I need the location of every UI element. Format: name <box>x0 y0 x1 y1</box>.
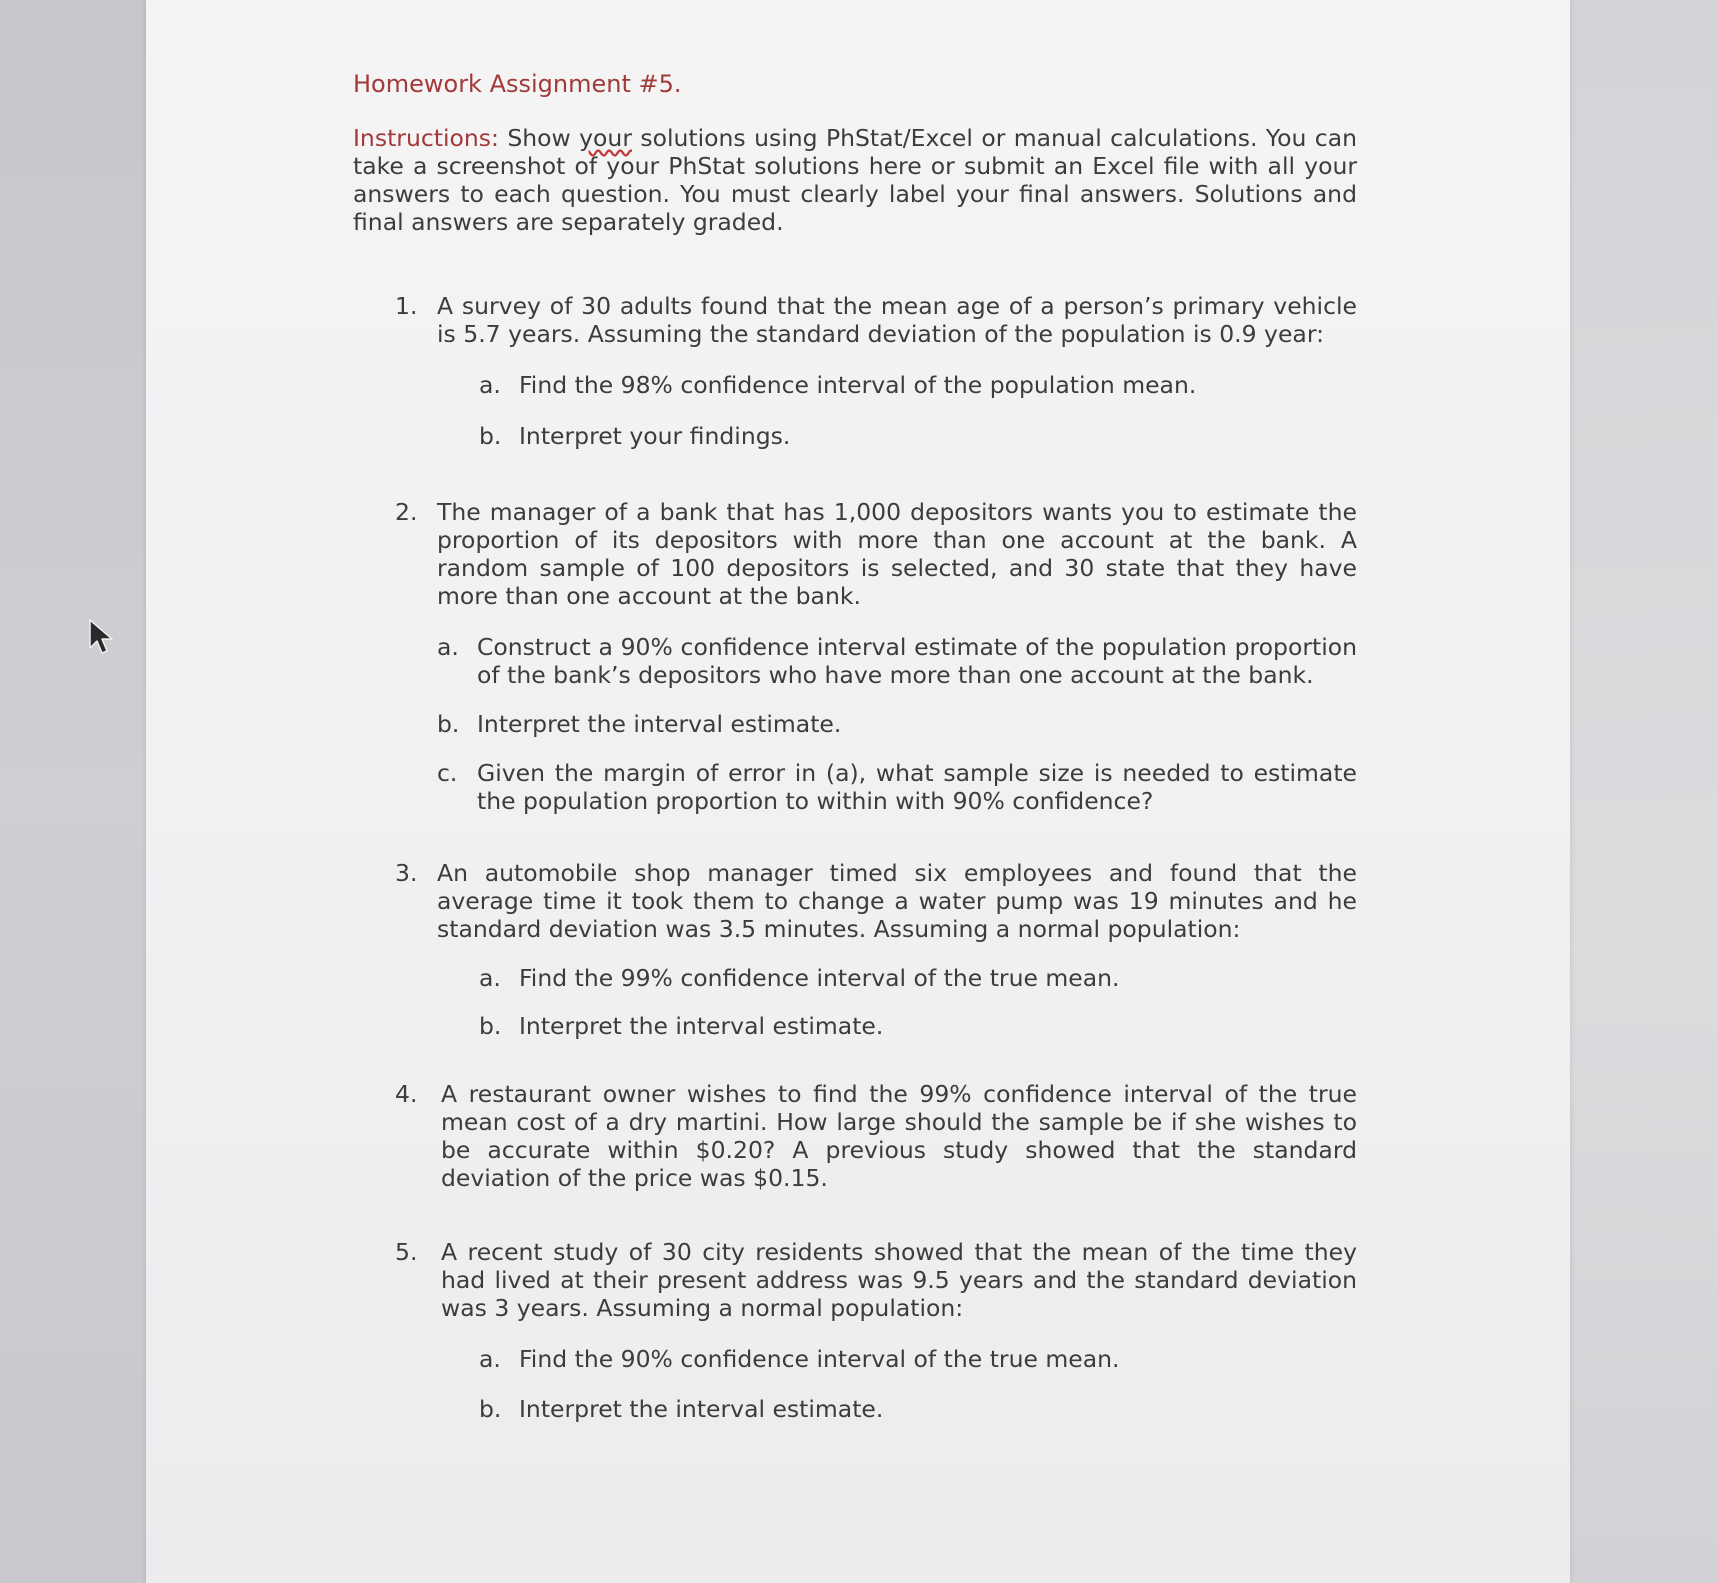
background-left <box>0 0 146 1583</box>
question-part <box>479 422 1357 450</box>
part-label: a. <box>479 964 501 992</box>
question-part <box>479 1395 1357 1423</box>
part-label: b. <box>479 422 502 450</box>
question-3-parts <box>479 964 1357 1040</box>
part-text: Find the 90% confidence interval of the true mean. <box>519 1345 1120 1373</box>
instructions-label: Instructions: <box>353 124 499 152</box>
question-part <box>437 710 1357 738</box>
question-text: A recent study of 30 city residents showed that the mean of the time they had lived at their present address was 9.5 years and the standard deviation was 3 years. Assuming a normal population: <box>441 1238 1357 1322</box>
part-label: b. <box>437 710 460 738</box>
question-text: A survey of 30 adults found that the mean age of a person’s primary vehicle is 5.7 years. Assuming the standard deviation of the population is 0.9 year: <box>437 292 1357 348</box>
instructions-text-pre: Show <box>498 124 580 152</box>
question-number: 3. <box>395 859 418 887</box>
question-part <box>437 633 1357 689</box>
question-part <box>479 371 1357 399</box>
question-part <box>479 1345 1357 1373</box>
question-number: 5. <box>395 1238 418 1266</box>
question-text: An automobile shop manager timed six employees and found that the average time it took them to change a water pump was 19 minutes and he standard deviation was 3.5 minutes. Assuming a normal population: <box>437 859 1357 943</box>
part-text: Interpret your findings. <box>519 422 791 450</box>
question-number: 2. <box>395 498 418 526</box>
question-part <box>479 1012 1357 1040</box>
document-page <box>146 0 1570 1583</box>
question-text: A restaurant owner wishes to find the 99% confidence interval of the true mean cost of a dry martini. How large should the sample be if she wishes to be accurate within $0.20? A previous study showed that the standard deviation of the price was $0.15. <box>441 1080 1357 1192</box>
question-3 <box>353 859 1357 943</box>
part-label: a. <box>479 371 501 399</box>
instructions-text-post: solutions using PhStat/Excel or manual calculations. You can take a screenshot of your PhStat solutions here or submit an Excel file with all your answers to each question. You must clearly label your final answers. Solutions and final answers are separately graded. <box>353 124 1357 236</box>
background-right <box>1570 0 1718 1583</box>
question-4 <box>353 1080 1357 1192</box>
part-label: a. <box>437 633 459 661</box>
question-part <box>437 759 1357 815</box>
part-text: Interpret the interval estimate. <box>477 710 842 738</box>
part-text: Find the 99% confidence interval of the true mean. <box>519 964 1120 992</box>
part-label: c. <box>437 759 458 787</box>
part-label: b. <box>479 1012 502 1040</box>
document-content <box>353 70 1357 1423</box>
question-1-parts <box>479 371 1357 450</box>
question-1 <box>353 292 1357 348</box>
part-label: b. <box>479 1395 502 1423</box>
page-title: Homework Assignment #5. <box>353 70 682 98</box>
part-label: a. <box>479 1345 501 1373</box>
part-text: Find the 98% confidence interval of the population mean. <box>519 371 1197 399</box>
question-text: The manager of a bank that has 1,000 depositors wants you to estimate the proportion of its depositors with more than one account at the bank. A random sample of 100 depositors is selected, and 30 state that they have more than one account at the bank. <box>437 498 1357 610</box>
question-part <box>479 964 1357 992</box>
instructions-paragraph <box>353 124 1357 236</box>
question-number: 4. <box>395 1080 418 1108</box>
mouse-pointer-icon <box>88 618 114 656</box>
spellcheck-flagged-word[interactable]: your <box>579 124 632 152</box>
question-2 <box>353 498 1357 610</box>
part-text: Interpret the interval estimate. <box>519 1395 884 1423</box>
part-text: Interpret the interval estimate. <box>519 1012 884 1040</box>
question-number: 1. <box>395 292 418 320</box>
question-5-parts <box>479 1345 1357 1423</box>
question-5 <box>353 1238 1357 1322</box>
part-text: Given the margin of error in (a), what sample size is needed to estimate the population proportion to within with 90% confidence? <box>477 759 1357 815</box>
part-text: Construct a 90% confidence interval estimate of the population proportion of the bank’s depositors who have more than one account at the bank. <box>477 633 1357 689</box>
question-2-parts <box>437 633 1357 815</box>
